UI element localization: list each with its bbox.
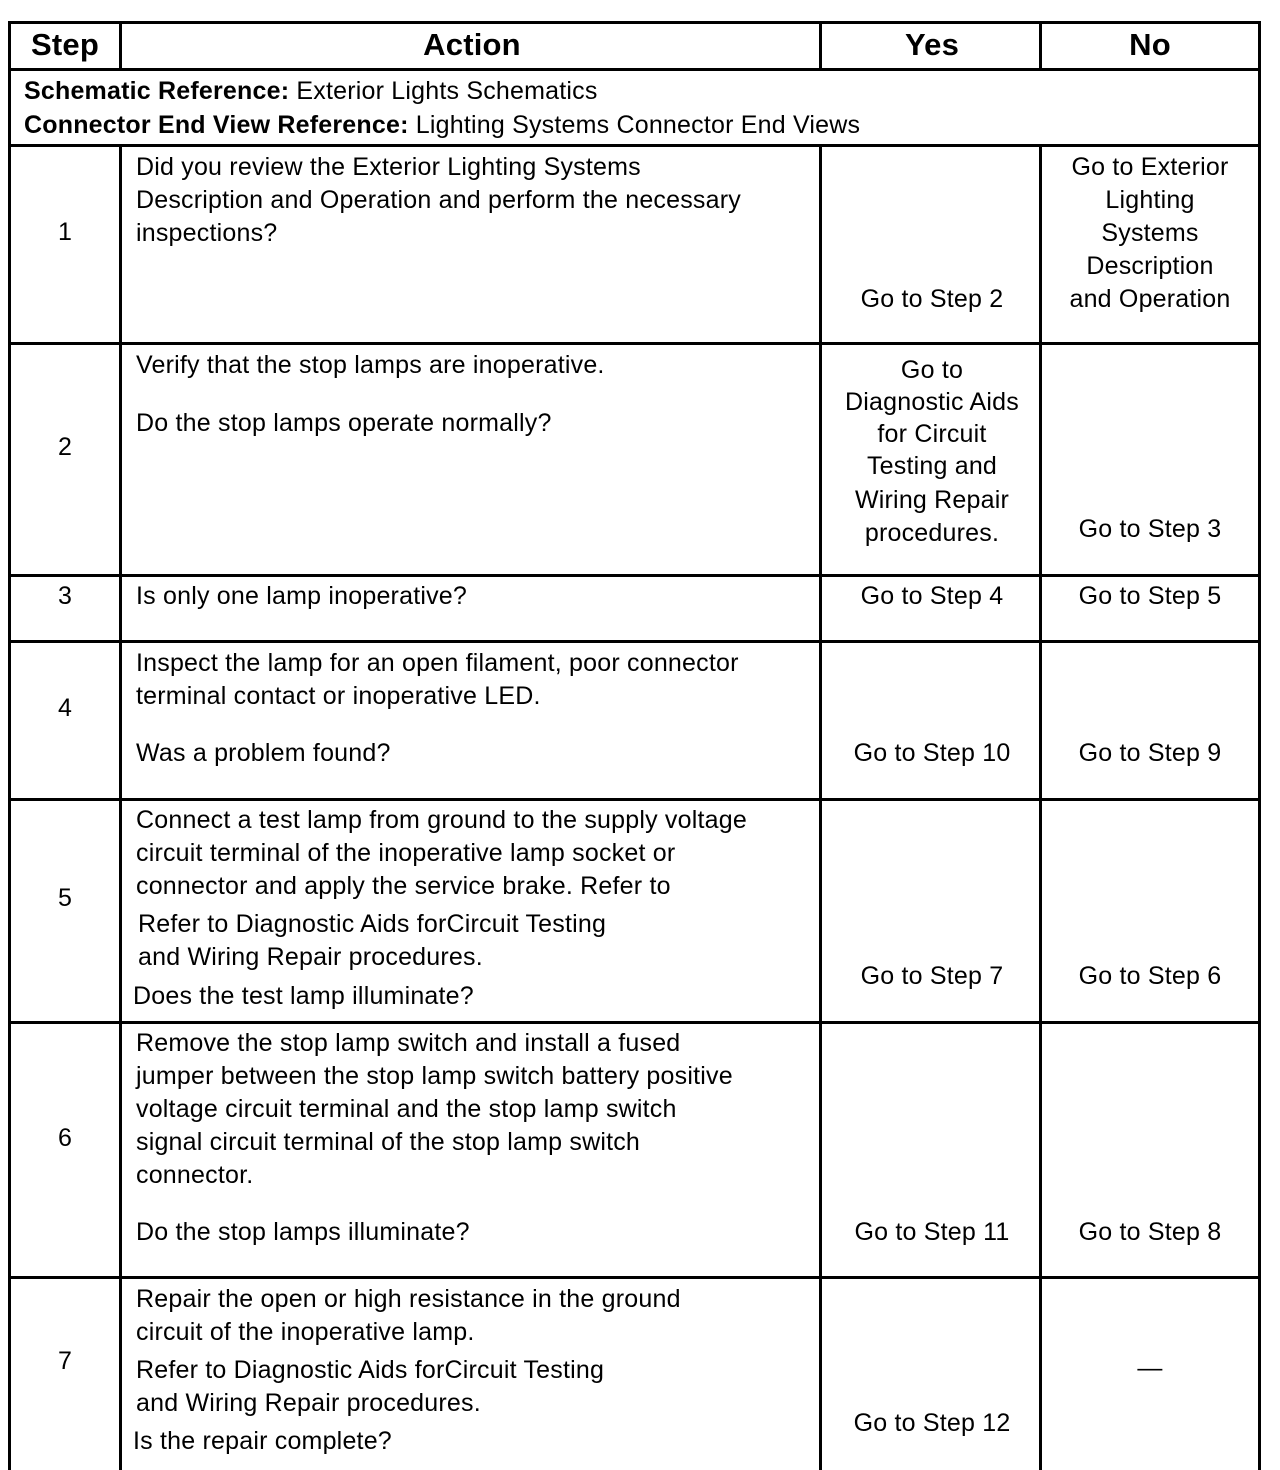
action-text: and Wiring Repair procedures.	[136, 1389, 481, 1417]
header-step: Step	[31, 27, 99, 62]
action-text: Inspect the lamp for an open filament, poor connector	[136, 649, 739, 677]
action-text: Connect a test lamp from ground to the supply voltage	[136, 806, 747, 834]
action-text: inspections?	[136, 219, 278, 247]
row-divider	[8, 144, 1261, 147]
yes-link[interactable]: Go to Step 11	[854, 1218, 1010, 1246]
action-text: connector.	[136, 1161, 254, 1189]
column-divider	[819, 144, 822, 1470]
header-no: No	[1129, 27, 1171, 62]
action-text: Verify that the stop lamps are inoperative.	[136, 351, 605, 379]
no-link[interactable]: Lighting	[1105, 186, 1195, 214]
no-link[interactable]: and Operation	[1069, 285, 1231, 313]
yes-link[interactable]: Go to Step 4	[860, 582, 1004, 610]
action-text: Was a problem found?	[136, 739, 391, 767]
yes-link[interactable]: Go to Step 2	[860, 285, 1004, 313]
connector-reference-value: Lighting Systems Connector End Views	[408, 111, 861, 139]
action-text: signal circuit terminal of the stop lamp switch	[136, 1128, 641, 1156]
no-link[interactable]: Go to Exterior	[1071, 153, 1229, 181]
action-text: Does the test lamp illuminate?	[133, 982, 474, 1010]
row-divider	[8, 640, 1261, 643]
yes-link[interactable]: Wiring Repair	[854, 486, 1010, 514]
action-text: terminal contact or inoperative LED.	[136, 682, 541, 710]
no-link[interactable]: Go to Step 6	[1078, 962, 1222, 990]
connector-reference	[24, 109, 860, 142]
column-divider	[1039, 144, 1042, 1470]
yes-link[interactable]: Go to Step 12	[853, 1409, 1011, 1437]
schematic-reference	[24, 75, 598, 108]
action-text: Is the repair complete?	[133, 1427, 392, 1455]
action-text: Is only one lamp inoperative?	[136, 582, 467, 610]
schematic-reference-value: Exterior Lights Schematics	[289, 77, 598, 105]
no-dash: —	[1137, 1354, 1163, 1382]
no-link[interactable]: Go to Step 3	[1078, 515, 1222, 543]
step-number: 6	[57, 1124, 73, 1152]
header-yes: Yes	[904, 27, 960, 62]
no-link[interactable]: Go to Step 9	[1078, 739, 1222, 767]
row-divider	[8, 574, 1261, 577]
yes-link[interactable]: for Circuit	[877, 420, 987, 448]
no-link[interactable]: Description	[1086, 252, 1214, 280]
yes-link[interactable]: Diagnostic Aids	[845, 388, 1019, 416]
connector-reference-label: Connector End View Reference:	[24, 111, 409, 139]
yes-link[interactable]: Testing and	[866, 452, 998, 480]
no-link[interactable]: Go to Step 8	[1078, 1218, 1222, 1246]
action-text: connector and apply the service brake. Refer to	[136, 872, 671, 900]
row-divider	[8, 342, 1261, 345]
action-text: Did you review the Exterior Lighting Systems	[136, 153, 641, 181]
action-text: Repair the open or high resistance in the ground	[136, 1285, 681, 1313]
table-border-right	[1258, 21, 1261, 1470]
no-link[interactable]: Systems	[1101, 219, 1199, 247]
no-link[interactable]: Go to Step 5	[1078, 582, 1222, 610]
step-number: 2	[57, 433, 73, 461]
action-text: Description and Operation and perform the necessary	[136, 186, 741, 214]
row-divider	[8, 68, 1261, 71]
schematic-reference-label: Schematic Reference:	[24, 77, 290, 105]
header-action: Action	[423, 27, 521, 62]
action-text: Do the stop lamps illuminate?	[136, 1218, 470, 1246]
action-text: and Wiring Repair procedures.	[138, 943, 483, 971]
yes-link[interactable]: procedures.	[864, 519, 1000, 547]
column-divider	[119, 144, 122, 1470]
action-text: voltage circuit terminal and the stop lamp switch	[136, 1095, 677, 1123]
yes-link[interactable]: Go to Step 7	[860, 962, 1004, 990]
action-text: jumper between the stop lamp switch battery positive	[136, 1062, 733, 1090]
action-text: Remove the stop lamp switch and install a fused	[136, 1029, 681, 1057]
step-number: 1	[57, 218, 73, 246]
action-text: circuit terminal of the inoperative lamp socket or	[136, 839, 676, 867]
action-text: Refer to Diagnostic Aids forCircuit Testing	[136, 1356, 605, 1384]
step-number: 7	[57, 1347, 73, 1375]
step-number: 4	[57, 694, 73, 722]
table-border-top	[8, 21, 1261, 24]
step-number: 3	[57, 582, 73, 610]
row-divider	[8, 1276, 1261, 1279]
row-divider	[8, 1021, 1261, 1024]
row-divider	[8, 798, 1261, 801]
action-text: Refer to Diagnostic Aids forCircuit Testing	[138, 910, 607, 938]
action-text: circuit of the inoperative lamp.	[136, 1318, 475, 1346]
action-text: Do the stop lamps operate normally?	[136, 409, 552, 437]
yes-link[interactable]: Go to	[900, 356, 964, 384]
yes-link[interactable]: Go to Step 10	[853, 739, 1011, 767]
step-number: 5	[57, 884, 73, 912]
